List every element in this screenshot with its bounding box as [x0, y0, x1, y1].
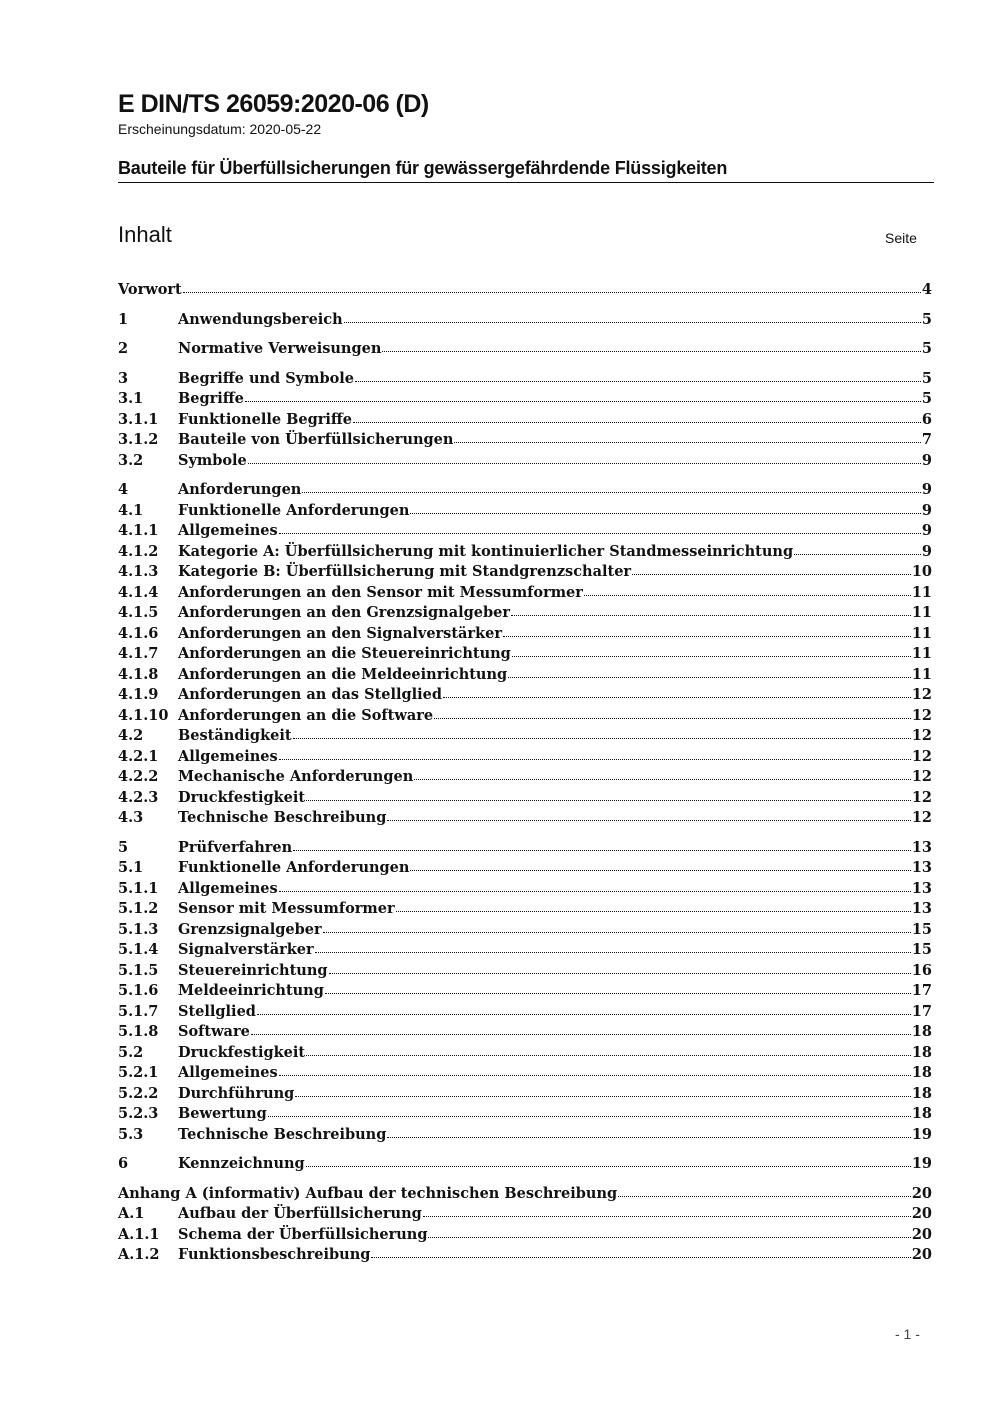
toc-entry-page: 9	[921, 542, 932, 560]
toc-entry[interactable]	[118, 430, 932, 450]
toc-entry[interactable]	[118, 747, 932, 767]
toc-dot-leader	[279, 1063, 911, 1076]
toc-entry[interactable]	[118, 410, 932, 430]
toc-entry[interactable]	[118, 961, 932, 981]
toc-dot-leader	[279, 747, 911, 760]
toc-entry-title: Technische Beschreibung	[178, 809, 387, 826]
toc-entry-title: Druckfestigkeit	[178, 1043, 306, 1061]
toc-page-column-label: Seite	[885, 230, 917, 246]
toc-entry-title: Beständigkeit	[178, 727, 292, 744]
toc-entry-page: 5	[921, 369, 932, 387]
toc-entry-number: 5.2.3	[118, 1105, 159, 1122]
publication-date: Erscheinungsdatum: 2020-05-22	[118, 121, 322, 137]
toc-entry-page: 18	[911, 1023, 932, 1040]
toc-entry-number: 5.1.3	[118, 920, 159, 938]
toc-entry-number: 5.1.5	[118, 961, 159, 979]
toc-entry-title: Anforderungen an den Sensor mit Messumformer	[178, 583, 583, 601]
toc-entry-title: Technische Beschreibung	[178, 1125, 387, 1143]
toc-entry-number: 5.1.4	[118, 941, 159, 958]
toc-entry-number: A.1.2	[118, 1246, 160, 1263]
toc-entry-title: Prüfverfahren	[178, 838, 293, 856]
toc-entry-page: 11	[911, 624, 932, 642]
toc-dot-leader	[508, 665, 911, 678]
toc-entry-page: 4	[921, 281, 932, 298]
toc-dot-leader	[396, 899, 911, 912]
toc-entry-number: 3.1	[118, 390, 144, 407]
toc-dot-leader	[245, 389, 921, 402]
toc-entry-number: A.1	[118, 1205, 145, 1222]
toc-entry-title: Symbole	[178, 451, 247, 469]
toc-entry-page: 7	[921, 431, 932, 448]
toc-entry-number: 4.2.1	[118, 747, 159, 765]
toc-entry-number: 4.2.2	[118, 768, 159, 785]
toc-entry-page: 17	[911, 1002, 932, 1020]
toc-entry-title: Grenzsignalgeber	[178, 920, 322, 938]
toc-entry[interactable]	[118, 1184, 932, 1204]
toc-entry-page: 11	[911, 604, 932, 621]
toc-entry-title: Allgemeines	[178, 747, 278, 765]
toc-entry-title: Mechanische Anforderungen	[178, 768, 414, 785]
toc-dot-leader	[632, 562, 911, 575]
toc-entry-number: 4.2	[118, 727, 144, 744]
toc-dot-leader	[387, 808, 910, 821]
toc-entry-title: Stellglied	[178, 1002, 256, 1020]
toc-entry-page: 6	[921, 410, 932, 428]
toc-dot-leader	[353, 410, 921, 423]
toc-entry-title: Anforderungen an den Grenzsignalgeber	[178, 604, 510, 621]
toc-entry-title: Meldeeinrichtung	[178, 982, 324, 999]
toc-entry-number: 4.1.4	[118, 583, 159, 601]
toc-entry-title: Bewertung	[178, 1105, 267, 1122]
toc-entry[interactable]	[118, 665, 932, 685]
toc-entry[interactable]	[118, 389, 932, 409]
toc-entry-title: Funktionelle Anforderungen	[178, 859, 410, 876]
toc-entry[interactable]	[118, 1225, 932, 1245]
toc-entry-number: 5.1.2	[118, 900, 159, 917]
toc-entry-page: 13	[911, 838, 932, 856]
toc-entry-page: 18	[911, 1084, 932, 1102]
toc-entry[interactable]	[118, 1245, 932, 1265]
toc-dot-leader	[423, 1204, 911, 1217]
toc-entry-title: Normative Verweisungen	[178, 340, 382, 357]
toc-entry-title: Anforderungen	[178, 481, 302, 498]
toc-entry[interactable]	[118, 706, 932, 726]
toc-entry-page: 20	[911, 1246, 932, 1263]
toc-entry-page: 19	[911, 1125, 932, 1143]
toc-entry[interactable]	[118, 1204, 932, 1224]
toc-entry-title: Begriffe und Symbole	[178, 369, 354, 387]
toc-entry-page: 12	[911, 727, 932, 744]
toc-dot-leader	[248, 451, 921, 464]
toc-entry[interactable]	[118, 451, 932, 471]
toc-entry[interactable]	[118, 685, 932, 705]
toc-dot-leader	[293, 726, 911, 739]
toc-entry-title: Anforderungen an die Meldeeinrichtung	[178, 665, 508, 683]
toc-entry-title: Allgemeines	[178, 1064, 278, 1081]
title-underline	[118, 182, 934, 183]
toc-dot-leader	[306, 788, 911, 801]
toc-dot-leader	[315, 940, 911, 953]
toc-entry-page: 13	[911, 879, 932, 897]
toc-entry-number: 4.1.2	[118, 542, 159, 560]
toc-entry-number: 5.1	[118, 859, 144, 876]
toc-entry[interactable]	[118, 808, 932, 828]
toc-entry[interactable]	[118, 838, 932, 858]
toc-dot-leader	[382, 339, 921, 352]
toc-entry-title: Schema der Überfüllsicherung	[178, 1225, 428, 1243]
toc-entry[interactable]	[118, 767, 932, 787]
toc-entry[interactable]	[118, 1063, 932, 1083]
toc-entry[interactable]	[118, 542, 932, 562]
toc-entry[interactable]	[118, 501, 932, 521]
toc-entry-title: Kennzeichnung	[178, 1155, 305, 1172]
toc-entry[interactable]	[118, 1022, 932, 1042]
toc-entry-number: 5.1.8	[118, 1023, 159, 1040]
toc-dot-leader	[251, 1022, 911, 1035]
toc-entry-number: 5.2.2	[118, 1084, 159, 1102]
toc-entry[interactable]	[118, 280, 932, 300]
toc-entry-page: 19	[911, 1155, 932, 1172]
toc-dot-leader	[503, 624, 911, 637]
toc-entry[interactable]	[118, 1125, 932, 1145]
toc-entry-number: 5	[118, 838, 129, 856]
toc-dot-leader	[512, 644, 911, 657]
toc-entry[interactable]	[118, 940, 932, 960]
toc-entry[interactable]	[118, 369, 932, 389]
toc-dot-leader	[183, 280, 921, 293]
toc-entry-page: 11	[911, 645, 932, 662]
toc-entry-number: 5.3	[118, 1125, 144, 1143]
toc-entry-page: 16	[911, 961, 932, 979]
toc-dot-leader	[302, 480, 921, 493]
toc-dot-leader	[511, 603, 911, 616]
toc-dot-leader	[618, 1184, 911, 1197]
toc-entry-page: 10	[911, 563, 932, 580]
toc-dot-leader	[355, 369, 921, 382]
toc-entry-title: Anforderungen an den Signalverstärker	[178, 624, 502, 642]
toc-entry[interactable]	[118, 562, 932, 582]
toc-entry[interactable]	[118, 1154, 932, 1174]
toc-entry-page: 15	[911, 941, 932, 958]
toc-entry[interactable]	[118, 339, 932, 359]
toc-entry-page: 20	[911, 1225, 932, 1243]
toc-dot-leader	[257, 1002, 911, 1015]
toc-dot-leader	[410, 501, 920, 514]
toc-entry-number: 5.2.1	[118, 1064, 159, 1081]
toc-entry-title: Anforderungen an die Software	[178, 706, 434, 724]
toc-dot-leader	[325, 981, 911, 994]
toc-entry-page: 5	[921, 340, 932, 357]
toc-entry-page: 11	[911, 583, 932, 601]
toc-entry-title: Druckfestigkeit	[178, 788, 306, 806]
toc-entry[interactable]	[118, 644, 932, 664]
toc-entry-page: 12	[911, 788, 932, 806]
toc-entry-title: Kategorie B: Überfüllsicherung mit Standgrenzschalter	[178, 563, 632, 580]
toc-dot-leader	[279, 521, 921, 534]
toc-entry-number: 4.1.1	[118, 522, 159, 539]
toc-entry-number: 5.2	[118, 1043, 144, 1061]
toc-entry-number: 5.1.7	[118, 1002, 159, 1020]
toc-entry-title: Steuereinrichtung	[178, 961, 328, 979]
toc-entry-number: 3.2	[118, 451, 144, 469]
toc-dot-leader	[387, 1125, 910, 1138]
toc-dot-leader	[306, 1154, 911, 1167]
toc-entry-title: Funktionelle Begriffe	[178, 410, 352, 428]
toc-entry-page: 18	[911, 1105, 932, 1122]
toc-entry-title: Allgemeines	[178, 879, 278, 897]
toc-entry-number: 5.1.1	[118, 879, 159, 897]
toc-entry-page: 12	[911, 686, 932, 703]
toc-dot-leader	[428, 1225, 910, 1238]
toc-dot-leader	[454, 430, 920, 443]
toc-entry-number: 3	[118, 369, 129, 387]
toc-entry-title: Vorwort	[118, 281, 182, 298]
toc-entry-title: Funktionsbeschreibung	[178, 1246, 371, 1263]
toc-entry-title: Software	[178, 1023, 250, 1040]
toc-entry-page: 15	[911, 920, 932, 938]
toc-entry[interactable]	[118, 788, 932, 808]
toc-entry-page: 5	[921, 390, 932, 407]
toc-entry-title: Durchführung	[178, 1084, 295, 1102]
toc-dot-leader	[295, 1084, 911, 1097]
toc-entry[interactable]	[118, 583, 932, 603]
toc-entry[interactable]	[118, 1084, 932, 1104]
document-title: Bauteile für Überfüllsicherungen für gewässergefährdende Flüssigkeiten	[118, 158, 728, 178]
toc-entry-page: 12	[911, 706, 932, 724]
toc-entry[interactable]	[118, 1043, 932, 1063]
toc-entry-number: 4.1.7	[118, 645, 159, 662]
toc-entry-number: 4.1.3	[118, 563, 159, 580]
toc-entry-number: 1	[118, 310, 129, 328]
toc-entry-number: 4.2.3	[118, 788, 159, 806]
toc-entry[interactable]	[118, 726, 932, 746]
toc-entry-title: Sensor mit Messumformer	[178, 900, 395, 917]
toc-entry[interactable]	[118, 1002, 932, 1022]
toc-entry-page: 9	[921, 451, 932, 469]
toc-entry[interactable]	[118, 310, 932, 330]
toc-entry[interactable]	[118, 624, 932, 644]
toc-dot-leader	[443, 685, 911, 698]
toc-dot-leader	[344, 310, 921, 323]
toc-entry-page: 18	[911, 1064, 932, 1081]
toc-entry-page: 12	[911, 747, 932, 765]
document-id: E DIN/TS 26059:2020-06 (D)	[118, 90, 429, 118]
toc-dot-leader	[306, 1043, 911, 1056]
toc-dot-leader	[323, 920, 911, 933]
toc-entry-page: 9	[921, 522, 932, 539]
toc-entry-title: Begriffe	[178, 390, 244, 407]
toc-dot-leader	[268, 1104, 911, 1117]
toc-entry-number: 3.1.2	[118, 431, 159, 448]
toc-dot-leader	[371, 1245, 910, 1258]
toc-entry-page: 9	[921, 481, 932, 498]
toc-entry-page: 12	[911, 768, 932, 785]
toc-heading: Inhalt	[118, 222, 172, 247]
toc-entry-title: Aufbau der Überfüllsicherung	[178, 1205, 422, 1222]
toc-entry-title: Anforderungen an die Steuereinrichtung	[178, 645, 511, 662]
toc-entry-number: 4.1.9	[118, 686, 159, 703]
toc-entry-number: 6	[118, 1155, 129, 1172]
toc-entry-page: 9	[921, 501, 932, 519]
toc-entry-number: 5.1.6	[118, 982, 159, 999]
toc-entry[interactable]	[118, 899, 932, 919]
toc-entry[interactable]	[118, 521, 932, 541]
toc-entry-number: 4.1.6	[118, 624, 159, 642]
toc-entry[interactable]	[118, 1104, 932, 1124]
toc-entry-page: 17	[911, 982, 932, 999]
toc-entry[interactable]	[118, 480, 932, 500]
toc-entry-title: Anforderungen an das Stellglied	[178, 686, 443, 703]
page-number: - 1 -	[895, 1326, 920, 1342]
toc-entry-title: Bauteile von Überfüllsicherungen	[178, 431, 454, 448]
toc-entry[interactable]	[118, 858, 932, 878]
toc-entry-number: 4	[118, 481, 129, 498]
toc-entry-number: 3.1.1	[118, 410, 159, 428]
toc-dot-leader	[279, 879, 911, 892]
toc-dot-leader	[293, 838, 911, 851]
toc-dot-leader	[414, 767, 911, 780]
toc-entry-page: 18	[911, 1043, 932, 1061]
toc-dot-leader	[329, 961, 911, 974]
toc-entry-page: 20	[911, 1205, 932, 1222]
toc-entry-page: 20	[911, 1184, 932, 1202]
toc-entry-title: Funktionelle Anforderungen	[178, 501, 410, 519]
toc-entry-page: 13	[911, 900, 932, 917]
toc-entry-page: 11	[911, 665, 932, 683]
toc-entry-title: Kategorie A: Überfüllsicherung mit kontinuierlicher Standmesseinrichtung	[178, 542, 794, 560]
toc-dot-leader	[794, 542, 921, 555]
toc-dot-leader	[434, 706, 911, 719]
toc-entry-page: 5	[921, 310, 932, 328]
toc-dot-leader	[584, 583, 911, 596]
toc-entry[interactable]	[118, 603, 932, 623]
toc-entry-number: A.1.1	[118, 1225, 160, 1243]
toc-entry[interactable]	[118, 920, 932, 940]
toc-entry-title: Anwendungsbereich	[178, 310, 343, 328]
toc-entry-number: 4.1.10	[118, 706, 169, 724]
toc-entry-page: 13	[911, 859, 932, 876]
toc-entry-title: Signalverstärker	[178, 941, 314, 958]
toc-dot-leader	[410, 858, 910, 871]
toc-entry-number: 2	[118, 340, 129, 357]
toc-entry[interactable]	[118, 981, 932, 1001]
toc-entry-page: 12	[911, 809, 932, 826]
toc-entry-number: 4.1.5	[118, 604, 159, 621]
toc-entry[interactable]	[118, 879, 932, 899]
toc-entry-number: 4.3	[118, 809, 144, 826]
toc-entry-title: Allgemeines	[178, 522, 278, 539]
toc-entry-number: 4.1.8	[118, 665, 159, 683]
toc-entry-title: Anhang A (informativ) Aufbau der technischen Beschreibung	[118, 1184, 618, 1202]
toc-entry-number: 4.1	[118, 501, 144, 519]
